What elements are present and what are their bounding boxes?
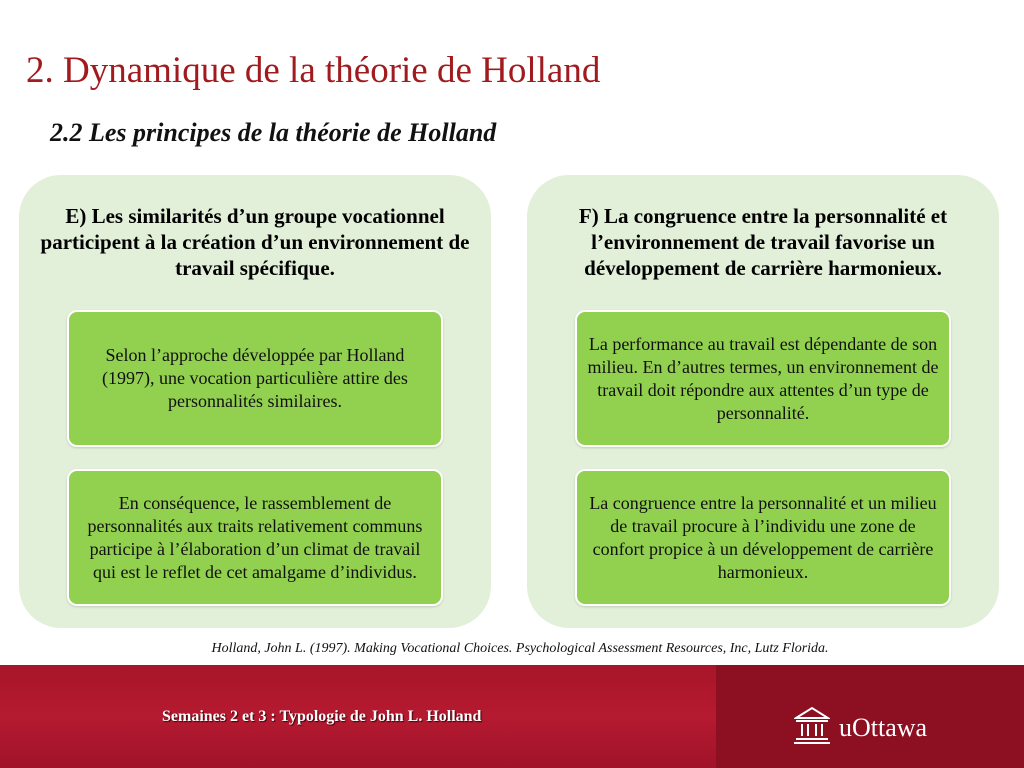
principle-card: En conséquence, le rassemblement de personnalités aux traits relativement communs participe à l’élaboration d’un climat de travail qui est le reflet de cet amalgame d’individus.: [67, 469, 443, 606]
principle-panel-f: [527, 175, 999, 628]
principle-card: La congruence entre la personnalité et un milieu de travail procure à l’individu une zone de confort propice à un développement de carrière harmonieux.: [575, 469, 951, 606]
reference-citation: Holland, John L. (1997). Making Vocational Choices. Psychological Assessment Resources, Inc, Lutz Florida.: [211, 641, 829, 656]
principle-panel-e: [19, 175, 491, 628]
panel-heading: E) Les similarités d’un groupe vocationnel participent à la création d’un environnement de travail spécifique.: [40, 204, 470, 280]
footer-bar: [0, 665, 1024, 768]
panel-heading: F) La congruence entre la personnalité et l’environnement de travail favorise un développement de carrière harmonieux.: [578, 204, 948, 280]
university-building-icon: [794, 705, 830, 745]
slide-title: 2. Dynamique de la théorie de Holland: [26, 50, 601, 91]
logo-wordmark: uOttawa: [839, 713, 928, 742]
principle-card: Selon l’approche développée par Holland (1997), une vocation particulière attire des personnalités similaires.: [67, 310, 443, 447]
slide-subtitle: 2.2 Les principes de la théorie de Holland: [50, 118, 497, 147]
course-label: Semaines 2 et 3 : Typologie de John L. Holland: [162, 708, 482, 725]
university-logo: [716, 665, 1024, 768]
principle-card: La performance au travail est dépendante de son milieu. En d’autres termes, un environnement de travail doit répondre aux attentes d’un type de personnalité.: [575, 310, 951, 447]
